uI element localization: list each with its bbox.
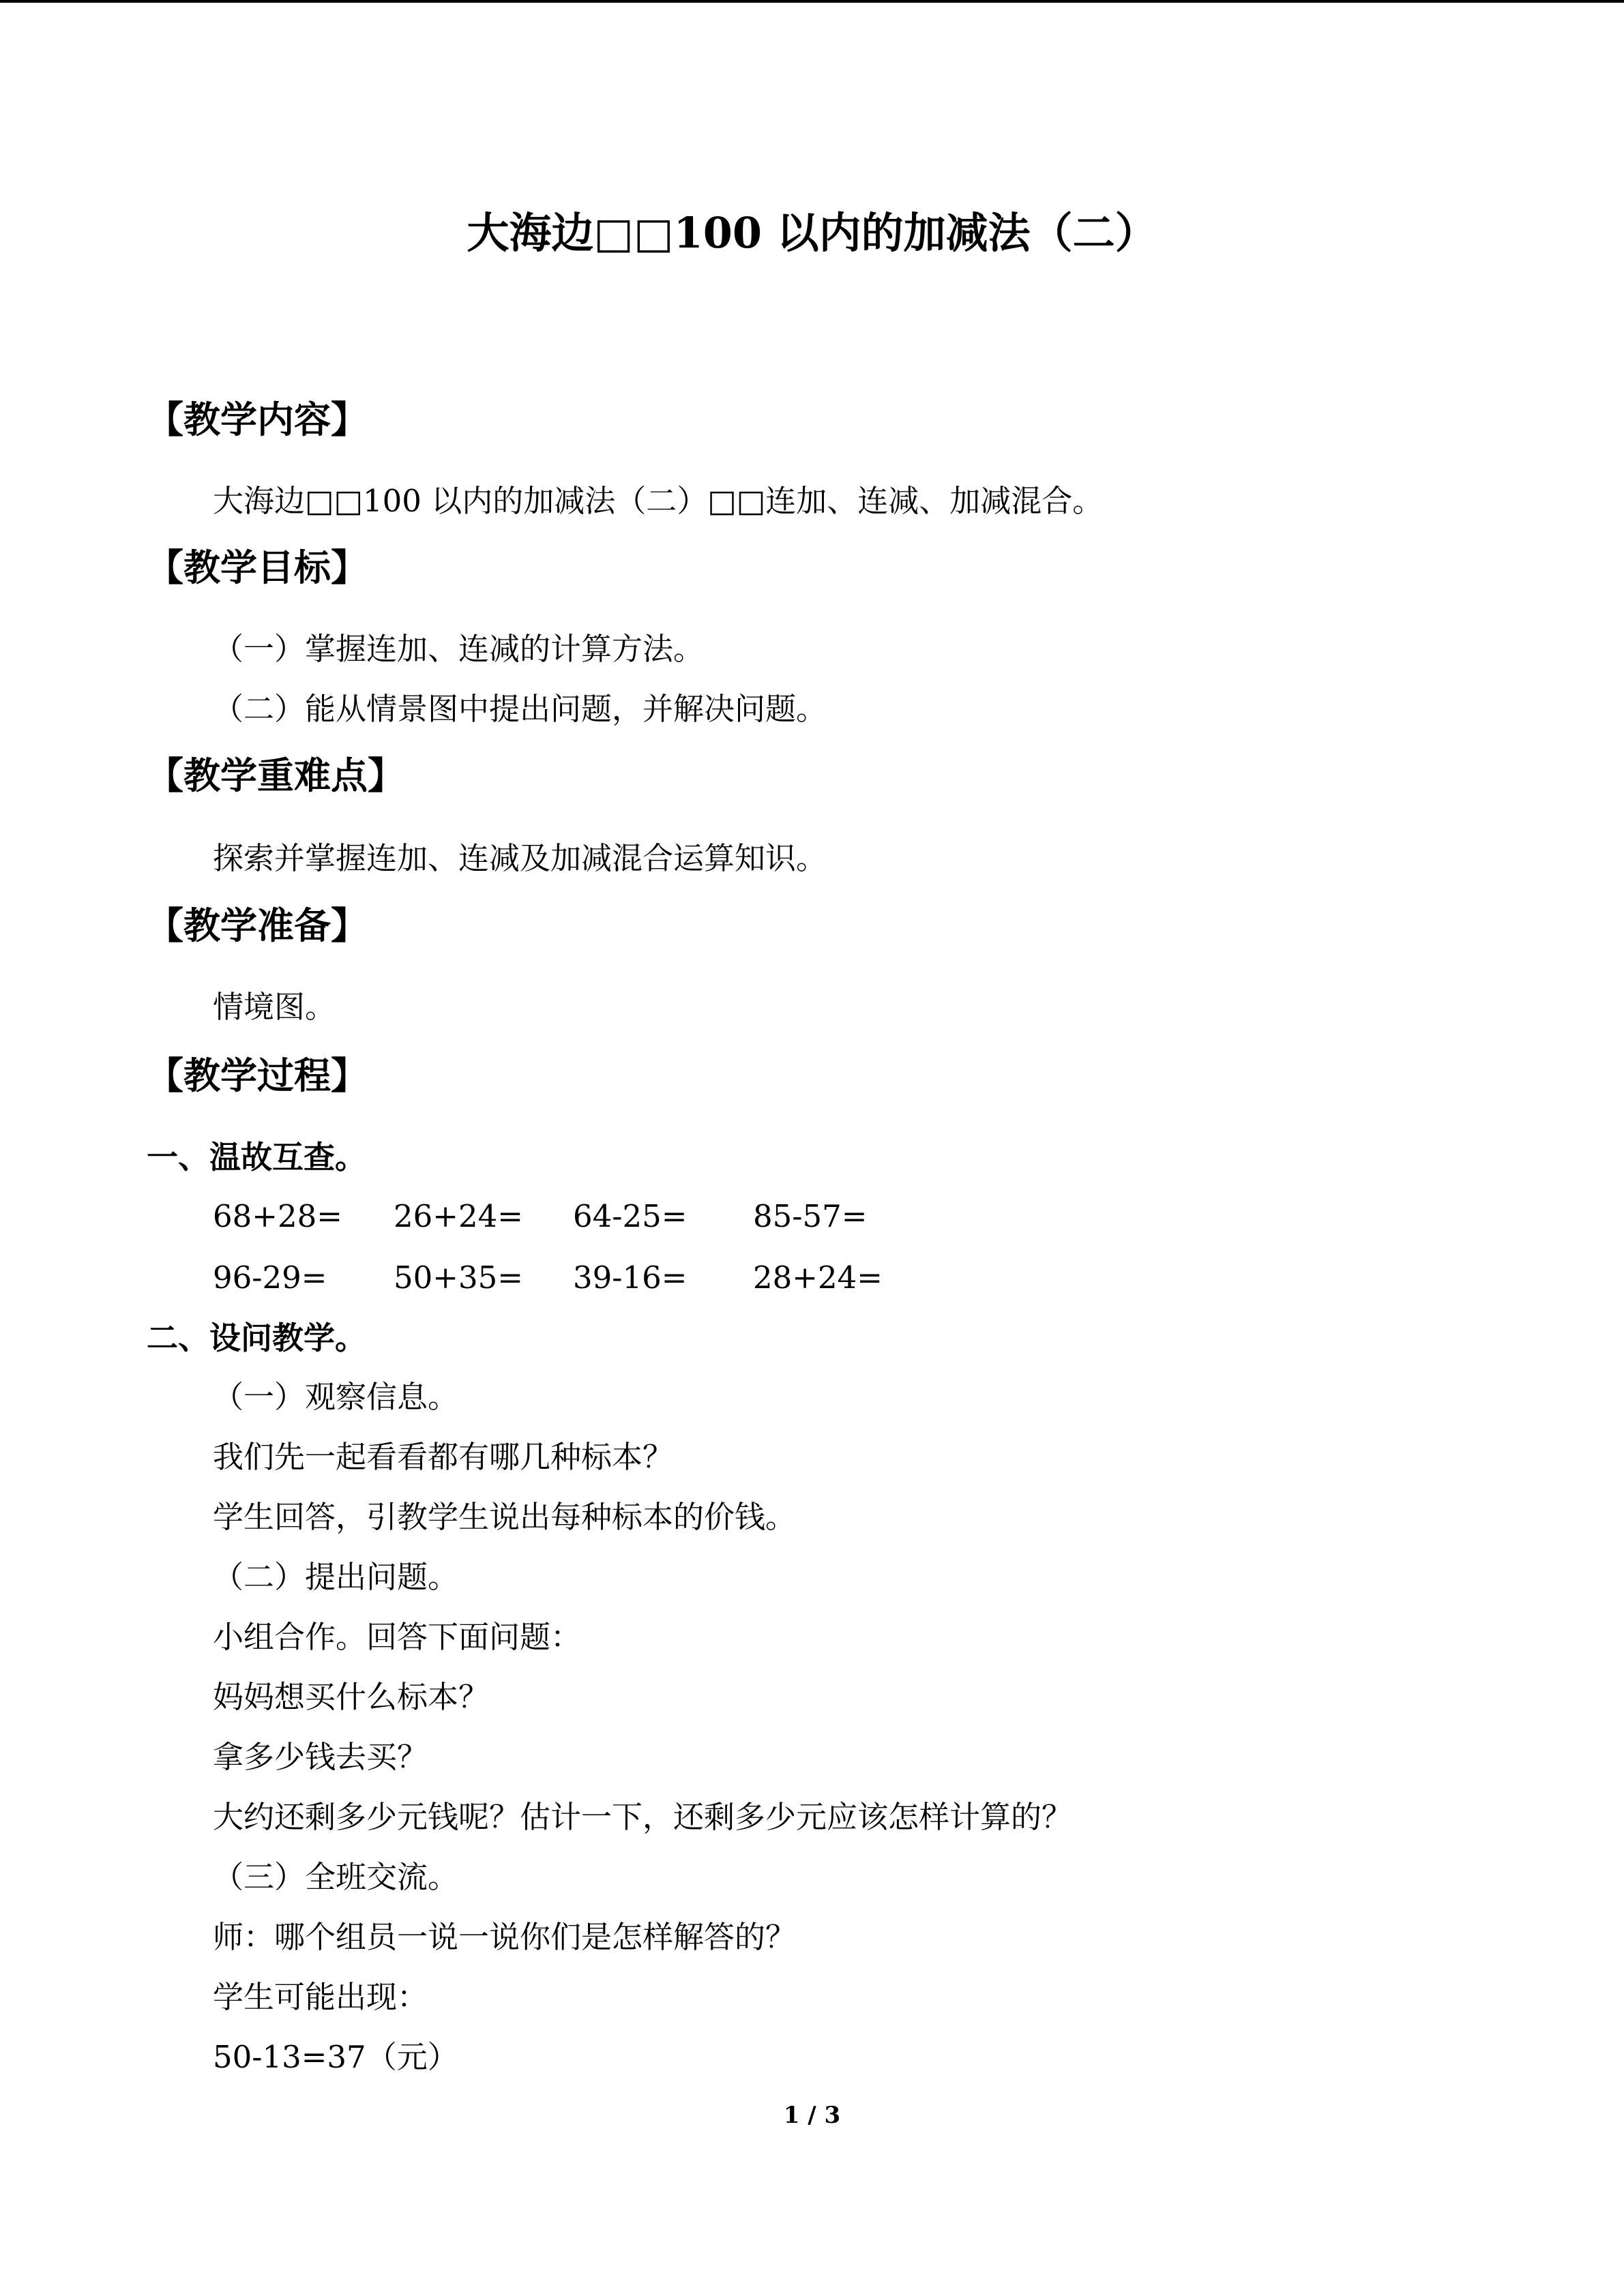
equation: 28+24=	[753, 1259, 883, 1296]
heading-questioning: 二、设问教学。	[147, 1320, 366, 1356]
equation: 64-25=	[573, 1198, 688, 1234]
equation: 50+35=	[394, 1259, 523, 1296]
process-line: 妈妈想买什么标本？	[213, 1679, 490, 1715]
preparation-text: 情境图。	[213, 989, 336, 1025]
heading-teaching-content: 【教学内容】	[147, 398, 368, 441]
process-line: （三）全班交流。	[213, 1859, 459, 1895]
process-line: （二）提出问题。	[213, 1559, 459, 1595]
goal-item-1: （一）掌握连加、连减的计算方法。	[213, 631, 705, 667]
heading-preparation: 【教学准备】	[147, 904, 368, 947]
process-line: （一）观察信息。	[213, 1379, 459, 1415]
process-line: 大约还剩多少元钱呢？估计一下，还剩多少元应该怎样计算的？	[213, 1799, 1073, 1835]
heading-key-points: 【教学重难点】	[147, 754, 404, 797]
equation: 85-57=	[753, 1198, 868, 1234]
process-line: 学生可能出现：	[213, 1979, 428, 2015]
process-line: 小组合作。回答下面问题：	[213, 1619, 582, 1655]
process-line: 我们先一起看看都有哪几种标本？	[213, 1439, 674, 1475]
equation: 39-16=	[573, 1259, 688, 1296]
key-points-text: 探索并掌握连加、连减及加减混合运算知识。	[213, 840, 827, 876]
equation-row-1	[213, 1198, 1031, 1239]
goal-item-2: （二）能从情景图中提出问题，并解决问题。	[213, 691, 827, 727]
teaching-content-text: 大海边□□100 以内的加减法（二）□□连加、连减、加减混合。	[213, 483, 1104, 519]
equation: 68+28=	[213, 1198, 342, 1234]
process-line: 拿多少钱去买？	[213, 1739, 428, 1775]
equation: 26+24=	[394, 1198, 523, 1234]
document-title: 大海边□□100 以内的加减法（二）	[467, 208, 1157, 258]
heading-review: 一、温故互查。	[147, 1139, 366, 1176]
heading-teaching-goals: 【教学目标】	[147, 546, 368, 589]
process-line: 50-13=37（元）	[213, 2039, 458, 2075]
page-number: 1 / 3	[783, 2102, 841, 2129]
equation-row-2	[213, 1259, 1031, 1300]
heading-teaching-process: 【教学过程】	[147, 1054, 368, 1097]
process-line: 学生回答，引教学生说出每种标本的价钱。	[213, 1499, 797, 1535]
process-line: 师：哪个组员一说一说你们是怎样解答的？	[213, 1919, 797, 1955]
equation: 96-29=	[213, 1259, 327, 1296]
